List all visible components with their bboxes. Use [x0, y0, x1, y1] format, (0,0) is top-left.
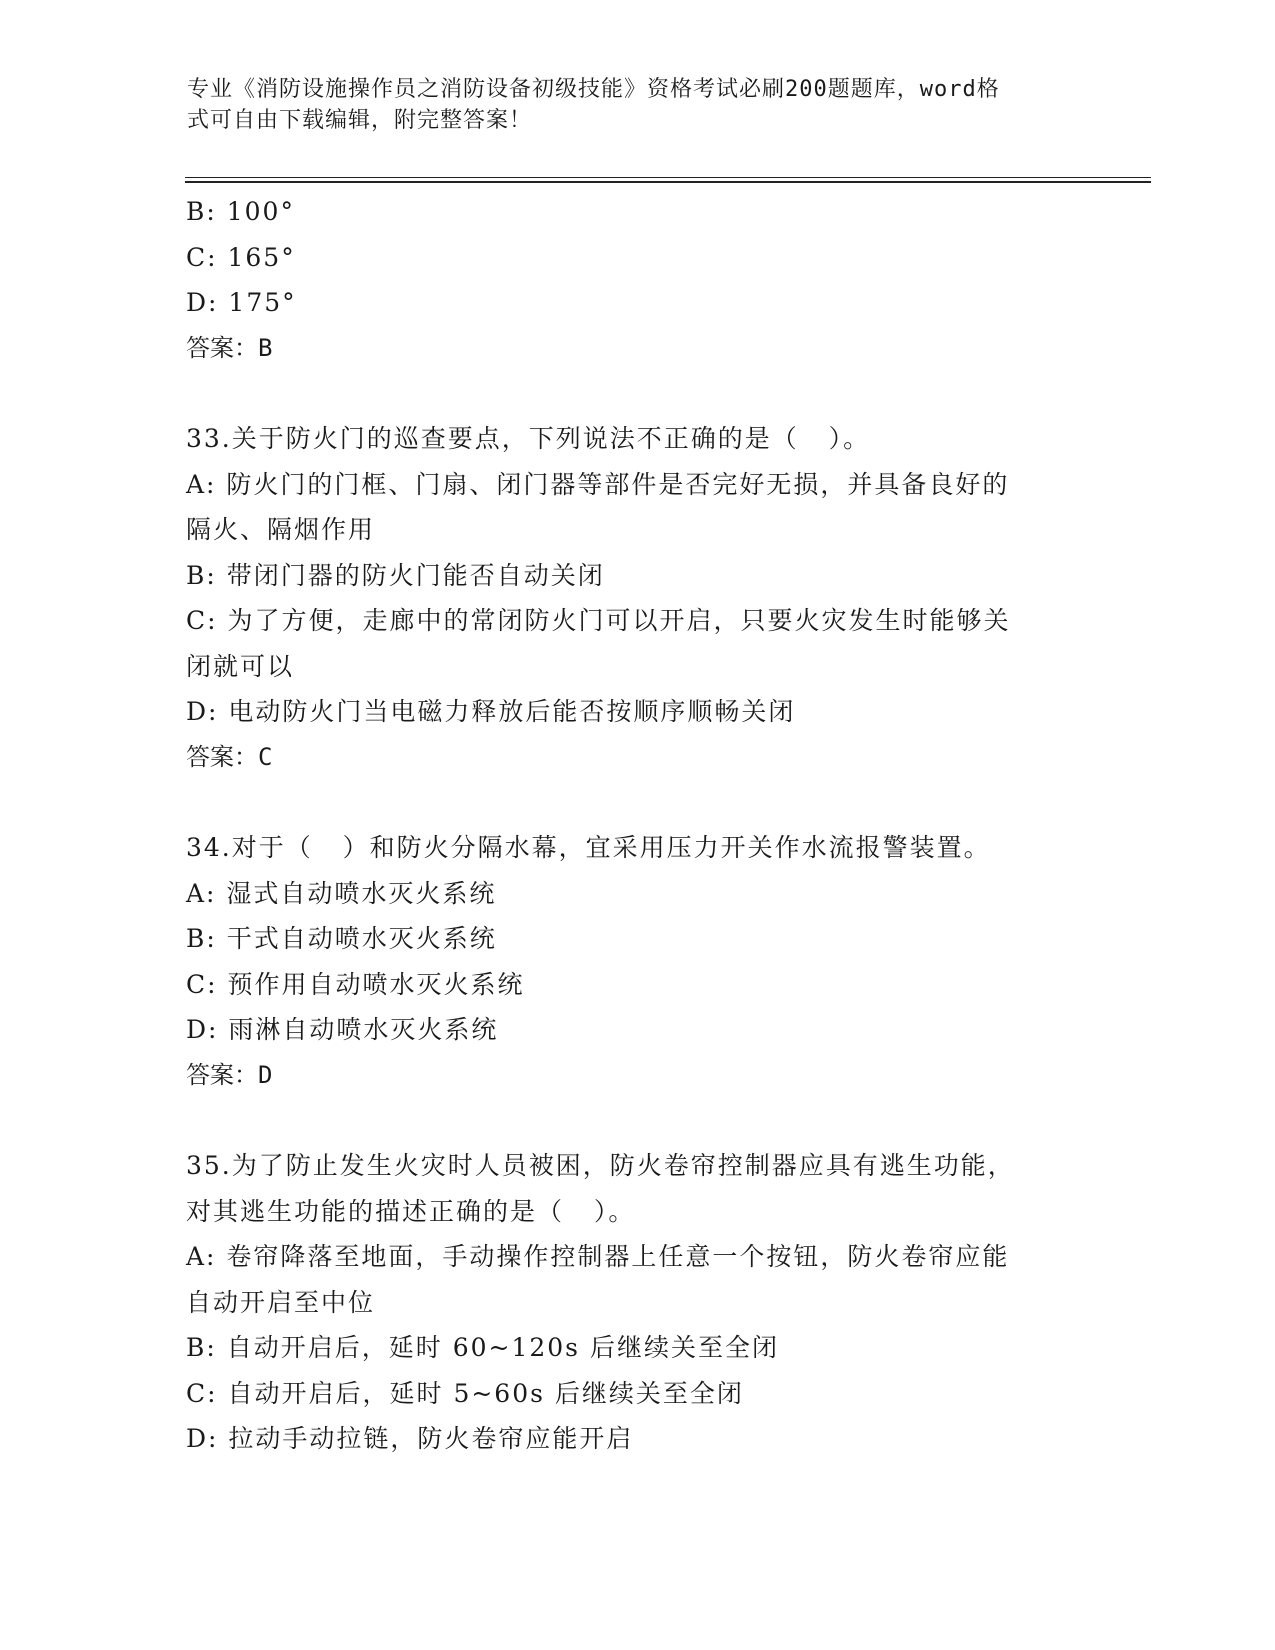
option-a: A: 防火门的门框、门扇、闭门器等部件是否完好无损，并具备良好的	[186, 469, 1010, 499]
option-b: B: 自动开启后，延时 60~120s 后继续关至全闭	[186, 1333, 779, 1362]
option-c: C: 预作用自动喷水灭火系统	[186, 969, 525, 999]
question-35	[186, 1143, 1086, 1462]
answer-line: 答案：D	[186, 1060, 273, 1089]
question-stem-continued: 对其逃生功能的描述正确的是（ ）。	[186, 1196, 636, 1226]
option-b: B: 100°	[186, 197, 295, 226]
option-d: D: 雨淋自动喷水灭火系统	[186, 1015, 499, 1044]
answer-line: 答案：C	[186, 742, 273, 771]
option-a-continued: 自动开启至中位	[186, 1287, 376, 1317]
question-stem: 35.为了防止发生火灾时人员被困，防火卷帘控制器应具有逃生功能，	[186, 1151, 1015, 1180]
option-c: C: 自动开启后，延时 5~60s 后继续关至全闭	[186, 1378, 744, 1408]
question-list	[186, 189, 1086, 1462]
option-c: C: 165°	[186, 242, 296, 272]
spacer	[186, 1098, 1086, 1143]
option-a-continued: 隔火、隔烟作用	[186, 515, 376, 544]
option-d: D: 电动防火门当电磁力释放后能否按顺序顺畅关闭	[186, 697, 796, 726]
header-rule-thick	[185, 181, 1151, 183]
document-header	[187, 74, 1067, 136]
question-34	[186, 825, 1086, 1098]
question-33	[186, 416, 1086, 780]
option-a: A: 湿式自动喷水灭火系统	[186, 878, 497, 908]
option-a: A: 卷帘降落至地面，手动操作控制器上任意一个按钮，防火卷帘应能	[186, 1242, 1010, 1271]
header-line-2: 式可自由下载编辑，附完整答案！	[187, 108, 533, 133]
prev-question-block	[186, 189, 1086, 371]
header-line-1: 专业《消防设施操作员之消防设备初级技能》资格考试必刷200题题库，word格	[187, 77, 1000, 102]
option-c-continued: 闭就可以	[186, 651, 295, 681]
question-stem: 34.对于（ ）和防火分隔水幕，宜采用压力开关作水流报警装置。	[186, 833, 991, 862]
option-d: D: 拉动手动拉链，防火卷帘应能开启	[186, 1424, 634, 1453]
question-stem: 33.关于防火门的巡查要点，下列说法不正确的是（ ）。	[186, 424, 871, 453]
option-d: D: 175°	[186, 288, 297, 317]
option-b: B: 带闭门器的防火门能否自动关闭	[186, 560, 605, 590]
spacer	[186, 371, 1086, 416]
header-rule-thin	[185, 177, 1151, 178]
spacer	[186, 780, 1086, 825]
option-c: C: 为了方便，走廊中的常闭防火门可以开启，只要火灾发生时能够关	[186, 606, 1011, 635]
answer-line: 答案：B	[186, 333, 273, 362]
option-b: B: 干式自动喷水灭火系统	[186, 924, 497, 953]
